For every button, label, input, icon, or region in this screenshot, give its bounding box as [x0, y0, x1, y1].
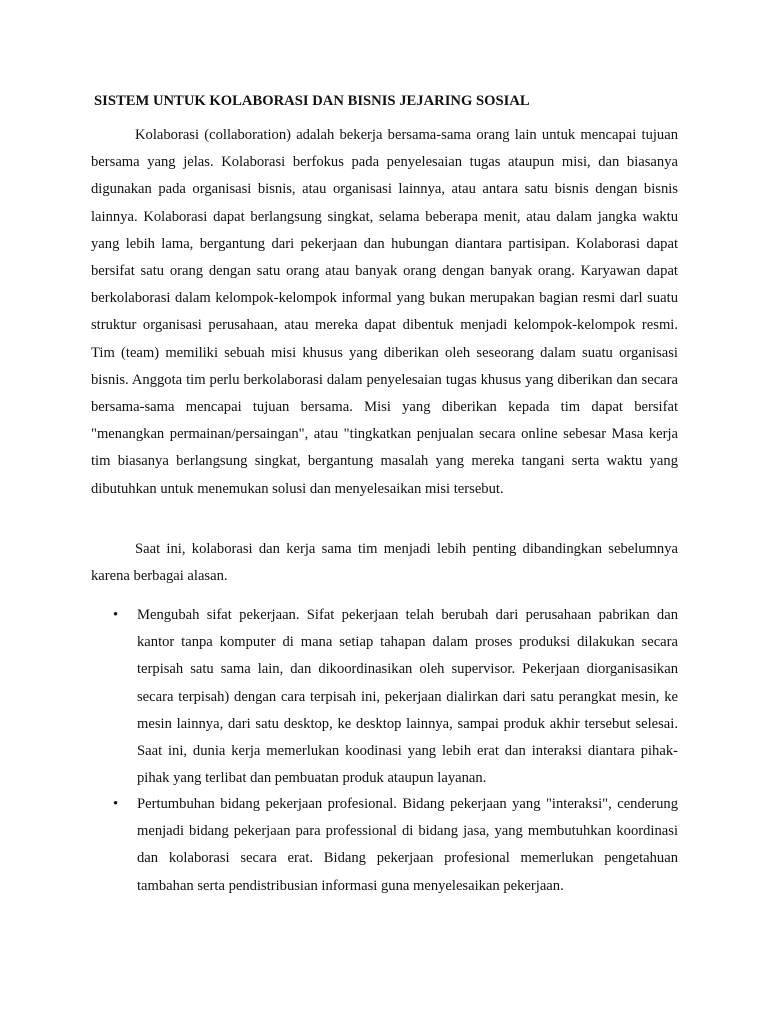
bullet-item-professional-growth	[91, 791, 678, 900]
bullet-list-2	[91, 791, 678, 900]
bullet-list-1	[91, 602, 678, 792]
bullet-icon: •	[113, 796, 119, 812]
bullet-icon: •	[113, 607, 119, 623]
paragraph-collaboration-definition: Kolaborasi (collaboration) adalah bekerja bersama-sama orang lain untuk mencapai tujuan bersama yang jelas. Kolaborasi berfokus pada penyelesaian tugas ataupun misi, dan biasanya digunakan pada organisasi bisnis, atau organisasi lainnya, atau antara satu bisnis dengan bisnis lainnya. Kolaborasi dapat berlangsung singkat, selama beberapa menit, atau dalam jangka waktu yang lebih lama, bergantung dari pekerjaan dan hubungan diantara partisipan. Kolaborasi dapat bersifat satu orang dengan satu orang atau banyak orang dengan banyak orang. Karyawan dapat berkolaborasi dalam kelompok-kelompok informal yang bukan merupakan bagian resmi darl suatu struktur organisasi perusahaan, atau mereka dapat dibentuk menjadi kelompok-kelompok resmi. Tim (team) memiliki sebuah misi khusus yang diberikan oleh seseorang dalam suatu organisasi bisnis. Anggota tim perlu berkolaborasi dalam penyelesaian tugas khusus yang diberikan dan secara bersama-sama mencapai tujuan bersama. Misi yang diberikan kepada tim dapat bersifat "menangkan permainan/persaingan", atau "tingkatkan penjualan secara online sebesar Masa kerja tim biasanya berlangsung singkat, bergantung masalah yang mereka tangani serta waktu yang dibutuhkan untuk menemukan solusi dan menyelesaikan misi tersebut.	[91, 127, 678, 497]
bullet-text: Pertumbuhan bidang pekerjaan profesional. Bidang pekerjaan yang "interaksi", cenderung menjadi bidang pekerjaan para professional di bidang jasa, yang membutuhkan koordinasi dan kolaborasi secara erat. Bidang pekerjaan profesional memerlukan pengetahuan tambahan serta pendistribusian informasi guna menyelesaikan pekerjaan.	[137, 796, 678, 894]
bullet-item-work-nature	[91, 602, 678, 792]
bullet-text: Mengubah sifat pekerjaan. Sifat pekerjaan telah berubah dari perusahaan pabrikan dan kantor tanpa komputer di mana setiap tahapan dalam proses produksi dilakukan secara terpisah satu sama lain, dan dikoordinasikan oleh supervisor. Pekerjaan diorganisasikan secara terpisah) dengan cara terpisah ini, pekerjaan dialirkan dari satu perangkat mesin, ke mesin lainnya, dari satu desktop, ke desktop lainnya, sampai produk akhir tersebut selesai. Saat ini, dunia kerja memerlukan koodinasi yang lebih erat dan interaksi diantara pihak-pihak yang terlibat dan pembuatan produk ataupun layanan.	[137, 607, 678, 787]
document-title: SISTEM UNTUK KOLABORASI DAN BISNIS JEJARING SOSIAL	[94, 93, 530, 109]
paragraph-importance-intro: Saat ini, kolaborasi dan kerja sama tim menjadi lebih penting dibandingkan sebelumnya karena berbagai alasan.	[91, 541, 678, 585]
